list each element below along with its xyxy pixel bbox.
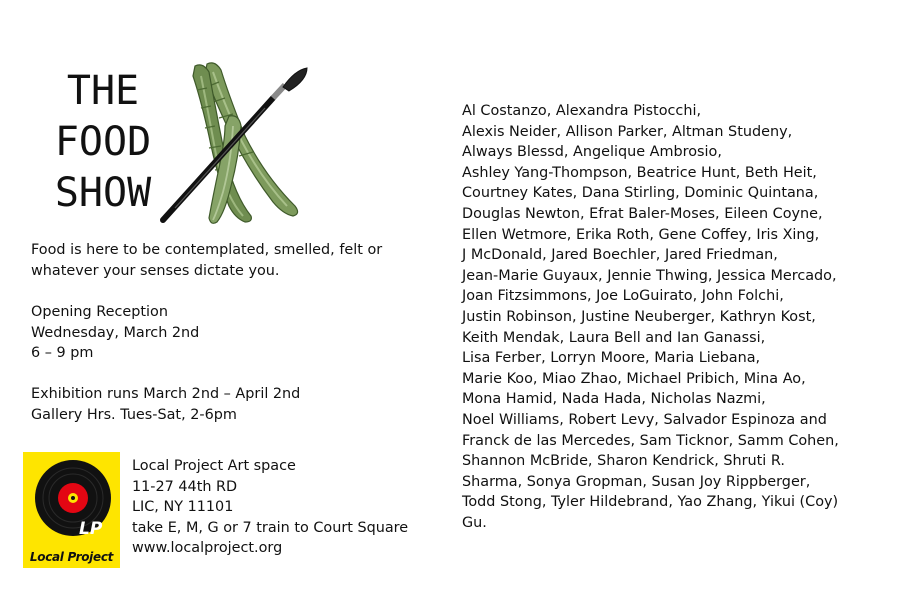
artist-line: Franck de las Mercedes, Sam Ticknor, Samm Cohen, (462, 432, 839, 449)
intro-line: whatever your senses dictate you. (31, 262, 280, 279)
address-line: 11-27 44th RD (132, 478, 238, 495)
artist-line: Mona Hamid, Nada Hada, Nicholas Nazmi, (462, 391, 766, 408)
address-line: take E, M, G or 7 train to Court Square (132, 519, 409, 536)
artist-line: Douglas Newton, Efrat Baler-Moses, Eileen Coyne, (462, 205, 823, 222)
title-line: THE (66, 68, 140, 114)
logo-name: Local Project (29, 550, 114, 564)
artist-line: Gu. (462, 514, 487, 531)
exhibition-line: Exhibition runs March 2nd – April 2nd (31, 386, 301, 402)
exhibition-line: Gallery Hrs. Tues-Sat, 2-6pm (31, 406, 237, 423)
artist-list (462, 101, 882, 533)
title-line: SHOW (54, 170, 152, 216)
asparagus-paintbrush-icon (155, 56, 320, 226)
opening-reception (31, 302, 431, 364)
intro-text (31, 240, 431, 281)
artist-line: Courtney Kates, Dana Stirling, Dominic Quintana, (462, 185, 819, 202)
exhibition-info (31, 384, 431, 425)
artist-line: Noel Williams, Robert Levy, Salvador Espinoza and (462, 411, 827, 428)
reception-line: Opening Reception (31, 304, 168, 320)
artist-line: Keith Mendak, Laura Bell and Ian Ganassi, (462, 329, 766, 346)
artist-line: Joan Fitzsimmons, Joe LoGuirato, John Folchi, (462, 288, 784, 305)
artist-line: Ellen Wetmore, Erika Roth, Gene Coffey, Iris Xing, (462, 226, 820, 243)
show-title (38, 66, 168, 219)
address-line: Local Project Art space (132, 458, 296, 474)
intro-line: Food is here to be contemplated, smelled, felt or (31, 242, 383, 258)
title-line: FOOD (54, 119, 152, 165)
artist-line: J McDonald, Jared Boechler, Jared Friedman, (462, 247, 778, 264)
reception-line: Wednesday, March 2nd (31, 324, 200, 341)
local-project-logo (23, 452, 120, 568)
artist-line: Sharma, Sonya Gropman, Susan Joy Rippberger, (462, 473, 811, 490)
artist-line: Shannon McBride, Sharon Kendrick, Shruti R. (462, 453, 785, 470)
reception-line: 6 – 9 pm (31, 345, 94, 362)
artist-line: Jean-Marie Guyaux, Jennie Thwing, Jessica Mercado, (462, 267, 837, 284)
artist-line: Ashley Yang-Thompson, Beatrice Hunt, Beth Heit, (462, 164, 817, 181)
artist-line: Justin Robinson, Justine Neuberger, Kathryn Kost, (462, 308, 816, 325)
address-block (132, 456, 408, 559)
website-text: www.localproject.org (132, 540, 283, 557)
artist-line: Todd Stong, Tyler Hildebrand, Yao Zhang, Yikui (Coy) (462, 494, 839, 511)
artist-line: Lisa Ferber, Lorryn Moore, Maria Liebana, (462, 350, 761, 367)
artist-line: Alexis Neider, Allison Parker, Altman Studeny, (462, 123, 793, 140)
artist-line: Always Blessd, Angelique Ambrosio, (462, 144, 722, 161)
logo-badge: LP (79, 519, 103, 539)
address-line: LIC, NY 11101 (132, 499, 234, 516)
artist-line: Al Costanzo, Alexandra Pistocchi, (462, 103, 702, 119)
artist-line: Marie Koo, Miao Zhao, Michael Pribich, Mina Ao, (462, 370, 806, 387)
